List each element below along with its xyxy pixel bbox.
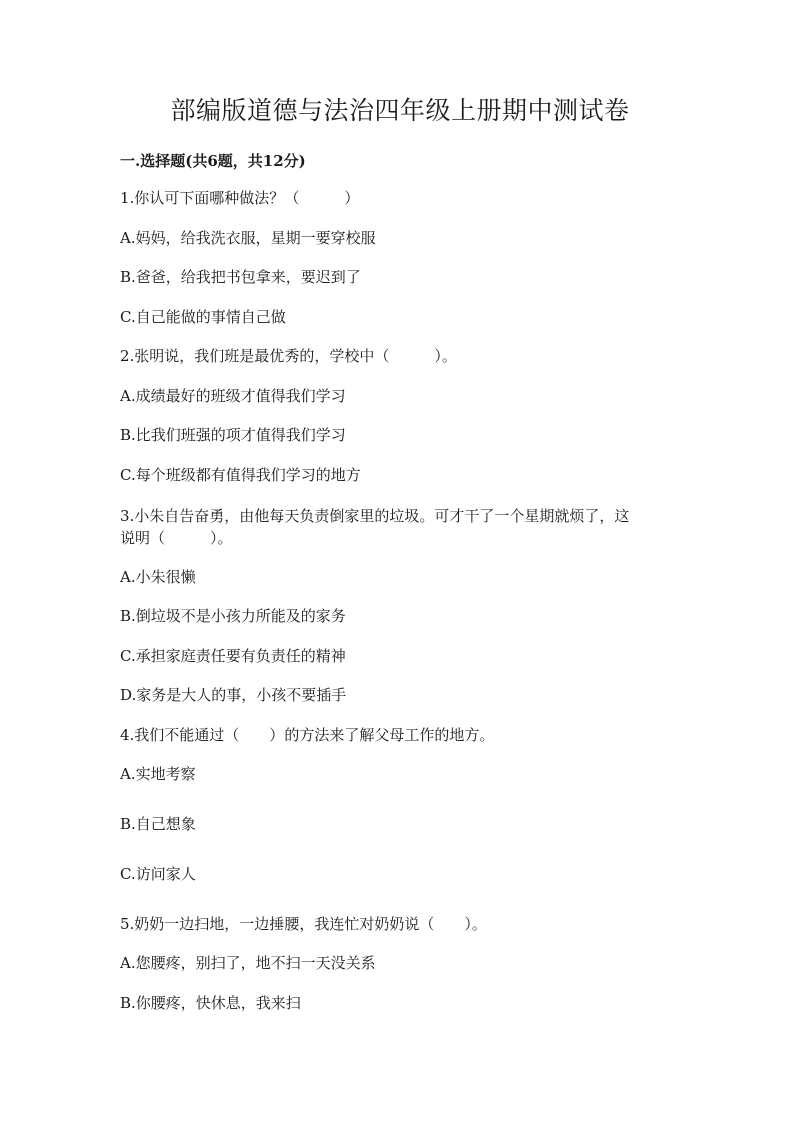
question-3-stem-line-2: 说明（ ）。 [120, 529, 233, 547]
question-3-option-d: D.家务是大人的事，小孩不要插手 [120, 686, 347, 704]
question-3-option-c: C.承担家庭责任要有负责任的精神 [120, 647, 346, 665]
question-4-option-a: A.实地考察 [120, 765, 196, 783]
question-1-stem: 1.你认可下面哪种做法？（ ） [120, 189, 360, 207]
question-1-option-b: B.爸爸，给我把书包拿来，要迟到了 [120, 268, 361, 286]
question-4-option-c: C.访问家人 [120, 865, 196, 883]
question-1-option-c: C.自己能做的事情自己做 [120, 308, 286, 326]
question-3-option-b: B.倒垃圾不是小孩力所能及的家务 [120, 607, 346, 625]
question-3-stem-line-1: 3.小朱自告奋勇，由他每天负责倒家里的垃圾。可才干了一个星期就烦了，这 [120, 507, 630, 525]
question-2-option-a: A.成绩最好的班级才值得我们学习 [120, 387, 346, 405]
question-3-option-a: A.小朱很懒 [120, 568, 196, 586]
question-5-option-b: B.你腰疼，快休息，我来扫 [120, 994, 301, 1012]
page-title: 部编版道德与法治四年级上册期中测试卷 [170, 96, 630, 125]
question-2-stem: 2.张明说，我们班是最优秀的，学校中（ ）。 [120, 347, 457, 365]
section-heading: 一.选择题(共6题，共12分) [120, 152, 306, 170]
question-5-stem: 5.奶奶一边扫地，一边捶腰，我连忙对奶奶说（ ）。 [120, 915, 487, 933]
question-2-option-b: B.比我们班强的项才值得我们学习 [120, 426, 346, 444]
question-4-option-b: B.自己想象 [120, 815, 196, 833]
question-1-option-a: A.妈妈，给我洗衣服，星期一要穿校服 [120, 229, 376, 247]
question-4-stem: 4.我们不能通过（ ）的方法来了解父母工作的地方。 [120, 726, 495, 744]
question-2-option-c: C.每个班级都有值得我们学习的地方 [120, 466, 361, 484]
question-5-option-a: A.您腰疼，别扫了，地不扫一天没关系 [120, 954, 376, 972]
